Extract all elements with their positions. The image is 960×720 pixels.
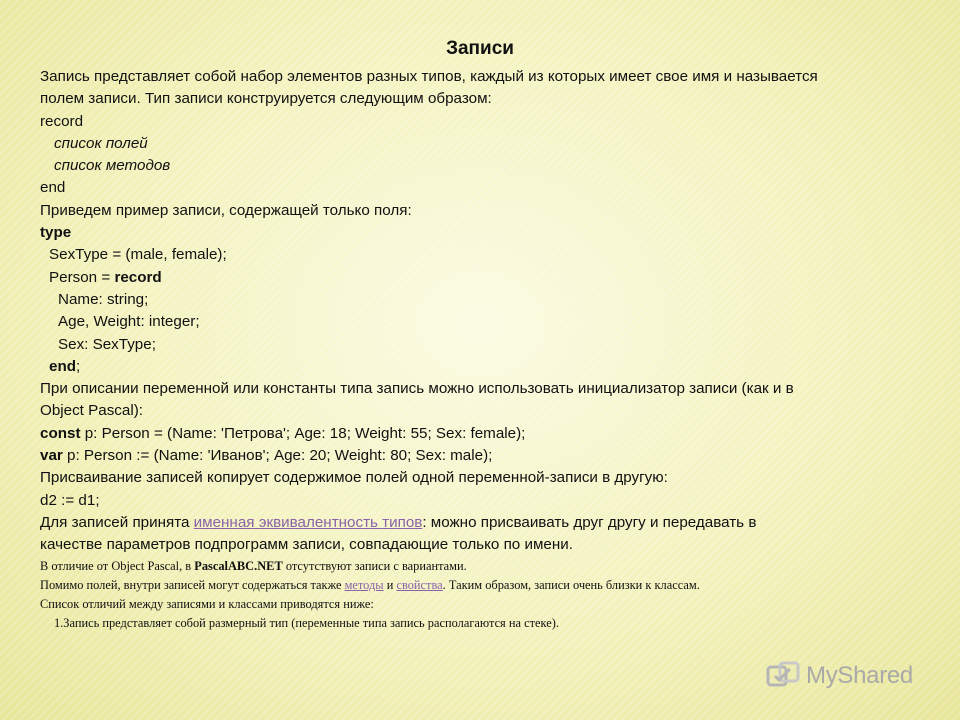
code-keyword-line: type [40, 224, 72, 242]
small-paragraph-line [40, 557, 930, 576]
code-line: Sex: SexType; [58, 335, 156, 353]
code-placeholder-line: список полей [54, 134, 148, 152]
code-keyword-line: end [40, 179, 66, 197]
code-line: Name: string; [58, 290, 149, 308]
paragraph-text: : можно присваивать друг другу и передавать в [422, 513, 757, 531]
code-line: SexType = (male, female); [49, 246, 227, 264]
code-line: Age, Weight: integer; [58, 313, 200, 331]
code-text: p: Person = (Name: 'Петрова'; Age: 18; Weight: 55; Sex: female); [80, 424, 526, 442]
small-paragraph-line: Список отличий между записями и классами приводятся ниже: [40, 596, 374, 611]
code-line [40, 423, 930, 445]
methods-link[interactable]: методы [344, 577, 384, 592]
paragraph-line: При описании переменной или константы типа запись можно использовать инициализатор записи (как и в [40, 380, 794, 398]
paragraph-line: полем записи. Тип записи конструируется следующим образом: [40, 90, 492, 108]
paragraph-text: отсутствуют записи с вариантами. [282, 558, 467, 573]
paragraph-text: . Таким образом, записи очень близки к классам. [442, 577, 700, 592]
properties-link[interactable]: свойства [396, 577, 443, 592]
paragraph-line: Присваивание записей копирует содержимое полей одной переменной-записи в другую: [40, 469, 668, 487]
type-equivalence-link[interactable]: именная эквивалентность типов [193, 513, 423, 531]
myshared-logo-icon [766, 661, 802, 691]
code-keyword: const [40, 424, 81, 442]
code-line [40, 356, 930, 378]
bold-text: PascalABC.NET [194, 558, 283, 573]
code-line: d2 := d1; [40, 491, 100, 509]
slide-title: Записи [446, 38, 514, 59]
code-text: p: Person := (Name: 'Иванов'; Age: 20; Weight: 80; Sex: male); [62, 447, 493, 465]
code-text: Person = [49, 268, 115, 286]
watermark [766, 656, 926, 696]
small-paragraph-line [40, 576, 930, 595]
paragraph-line: Object Pascal): [40, 402, 143, 420]
paragraph-text: Для записей принята [40, 513, 194, 531]
paragraph-line [40, 512, 930, 534]
list-item: 1.Запись представляет собой размерный тип (переменные типа запись располагаются на стеке). [54, 615, 559, 630]
code-line [40, 267, 930, 289]
paragraph-line: Запись представляет собой набор элементов разных типов, каждый из которых имеет свое имя и называется [40, 68, 818, 85]
paragraph-text: В отличие от Object Pascal, в [40, 558, 195, 573]
code-placeholder-line: список методов [54, 157, 171, 175]
paragraph-line: качестве параметров подпрограмм записи, совпадающие только по имени. [40, 536, 573, 554]
code-keyword: end [49, 357, 77, 375]
paragraph-line: Приведем пример записи, содержащей только поля: [40, 201, 412, 219]
code-line [40, 445, 930, 467]
watermark-text: MyShared [806, 662, 913, 689]
paragraph-text: Помимо полей, внутри записей могут содержаться также [40, 577, 345, 592]
code-keyword: var [40, 447, 63, 465]
code-keyword-line: record [40, 112, 84, 130]
code-keyword: record [114, 268, 162, 286]
slide-content [40, 66, 930, 633]
paragraph-text: и [383, 577, 397, 592]
code-text: ; [76, 357, 81, 375]
